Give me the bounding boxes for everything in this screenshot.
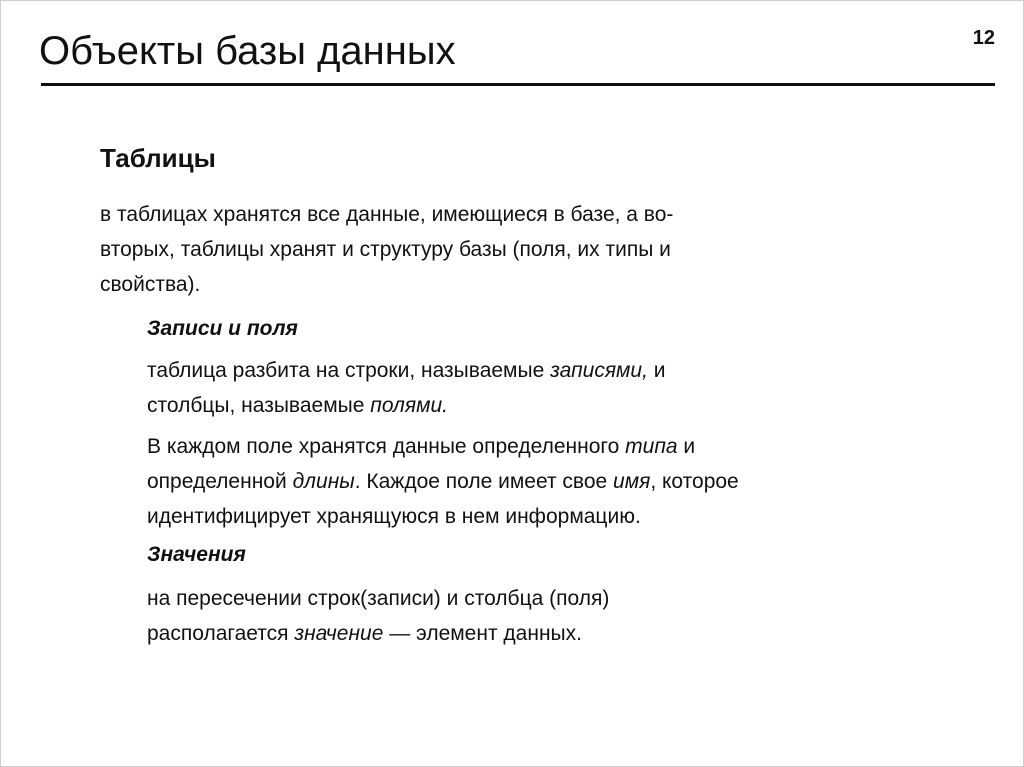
- text-run: столбцы, называемые: [147, 394, 371, 417]
- text-run: В каждом поле хранятся данные определенного: [147, 435, 626, 458]
- page-number: 12: [972, 27, 995, 49]
- text-line: [147, 616, 967, 651]
- slide-title: Объекты базы данных: [39, 29, 456, 73]
- tables-description: [100, 197, 900, 302]
- text-line: [147, 388, 967, 423]
- subheading-records-fields: Записи и поля: [147, 317, 298, 340]
- text-line: [147, 464, 967, 499]
- emphasis-length: длины: [292, 470, 355, 493]
- text-line: [147, 353, 967, 388]
- emphasis-type: типа: [625, 435, 678, 458]
- section-heading-tables: Таблицы: [100, 143, 216, 173]
- text-run: . Каждое поле имеет свое: [354, 470, 614, 493]
- text-line: в таблицах хранятся все данные, имеющиеся в базе, а во-: [100, 203, 674, 226]
- text-run: — элемент данных.: [383, 622, 582, 645]
- records-fields-paragraph: [147, 353, 967, 423]
- emphasis-name: имя: [613, 470, 651, 493]
- text-line: на пересечении строк(записи) и столбца (поля): [147, 587, 610, 610]
- text-run: , которое: [650, 470, 739, 493]
- text-line: идентифицирует хранящуюся в нем информацию.: [147, 505, 641, 528]
- text-line: [147, 429, 967, 464]
- text-run: определенной: [147, 470, 293, 493]
- text-run: и: [677, 435, 696, 458]
- text-run: и: [647, 359, 666, 382]
- values-paragraph: [147, 581, 967, 651]
- emphasis-fields: полями.: [370, 394, 449, 417]
- emphasis-records: записями,: [550, 359, 648, 382]
- text-line: свойства).: [100, 273, 201, 296]
- text-run: располагается: [147, 622, 295, 645]
- text-line: вторых, таблицы хранят и структуру базы (поля, их типы и: [100, 238, 671, 261]
- field-properties-paragraph: [147, 429, 967, 534]
- title-divider: [41, 83, 995, 86]
- emphasis-value: значение: [294, 622, 384, 645]
- text-run: таблица разбита на строки, называемые: [147, 359, 551, 382]
- subheading-values: Значения: [147, 543, 246, 566]
